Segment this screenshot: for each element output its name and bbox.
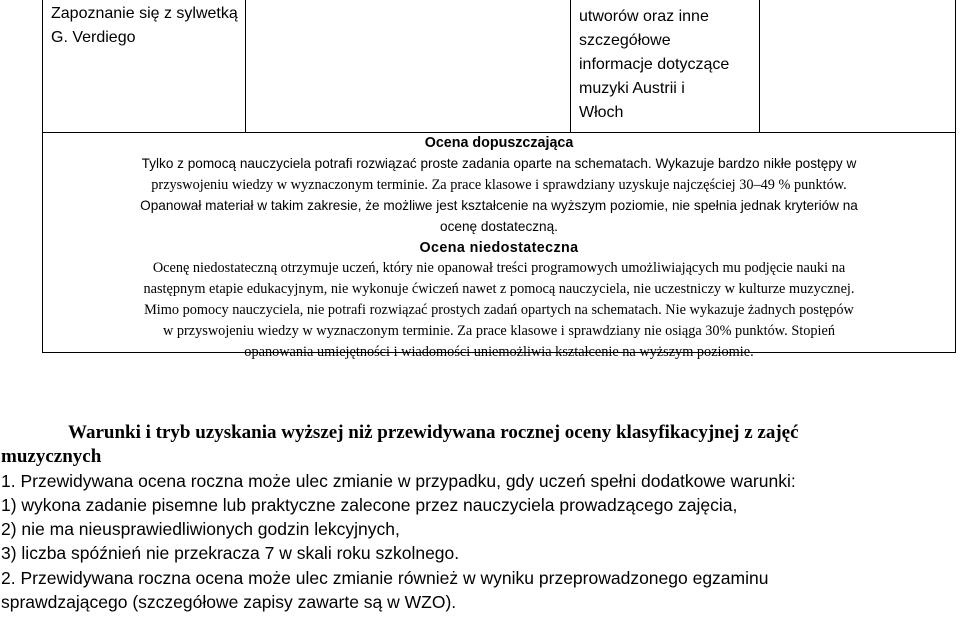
table-row [43,0,955,133]
table-cell-empty [760,0,955,132]
topic-line: Zapoznanie się z sylwetką [51,5,238,22]
condition-sub-2: 2) nie ma nieusprawiedliwionych godzin lekcyjnych, [1,519,400,540]
criteria-line: ocenę dostateczną. [440,218,558,234]
criteria-line: Ocenę niedostateczną otrzymuje uczeń, który nie opanował treści programowych umożliwiających mu podjęcie nauki na [152,260,846,277]
condition-point-2: 2. Przewidywana roczna ocena może ulec zmianie również w wyniku przeprowadzonego egzaminu [1,567,769,588]
details-line: muzyki Austrii i [579,80,685,97]
table-cell-empty [246,0,571,132]
criteria-line: Mimo pomocy nauczyciela, nie potrafi rozwiązać prostych zadań opartych na schematach. Nie wykazuje żadnych postępów [144,302,854,319]
heading-dopuszczajaca: Ocena dopuszczająca [424,135,574,151]
criteria-line: następnym etapie edukacyjnym, nie wykonuje ćwiczeń nawet z pomocą nauczyciela, nie uczestniczy w kulturze muzycznej. [143,281,855,298]
details-line: utworów oraz inne [579,8,709,25]
criteria-line: w przyswojeniu wiedzy w wyznaczonym terminie. Za prace klasowe i sprawdziany nie osiąga 30% punktów. Stopień [162,323,836,340]
topic-line: G. Verdiego [51,29,136,46]
criteria-table [42,0,956,361]
details-line: informacje dotyczące [579,56,730,73]
table-cell-topic [43,0,246,132]
condition-point-1: 1. Przewidywana ocena roczna może ulec zmianie w przypadku, gdy uczeń spełni dodatkowe warunki: [1,471,796,492]
condition-sub-3: 3) liczba spóźnień nie przekracza 7 w skali roku szkolnego. [1,543,460,564]
heading-niedostateczna: Ocena niedostateczna [419,239,579,256]
details-line: Włoch [579,104,624,121]
conditions-section [0,421,960,614]
criteria-line: przyswojeniu wiedzy w wyznaczonym terminie. Za prace klasowe i sprawdziany uzyskuje najczęściej 30–49 % punktów. [151,176,847,193]
criteria-line: opanowania umiejętności i wiadomości uniemożliwia kształcenie na wyższym poziomie. [244,344,754,361]
section-title: Warunki i tryb uzyskania wyższej niż przewidywana rocznej oceny klasyfikacyjnej z zajęć [68,422,799,443]
criteria-line: Tylko z pomocą nauczyciela potrafi rozwiązać proste zadania oparte na schematach. Wykazuje bardzo nikłe postępy w [141,155,857,171]
condition-sub-1: 1) wykona zadanie pisemne lub praktyczne zalecone przez nauczyciela prowadzącego zajęcia, [1,495,738,516]
condition-point-2-cont: sprawdzającego (szczegółowe zapisy zawarte są w WZO). [1,591,457,612]
table-cell-details [571,0,760,132]
grade-criteria [43,133,955,363]
details-line: szczegółowe [579,32,671,49]
section-title-cont: muzycznych [1,446,102,468]
criteria-line: Opanował materiał w takim zakresie, że możliwe jest kształcenie na wyższym poziomie, nie spełnia jednak kryteriów na [140,197,858,213]
